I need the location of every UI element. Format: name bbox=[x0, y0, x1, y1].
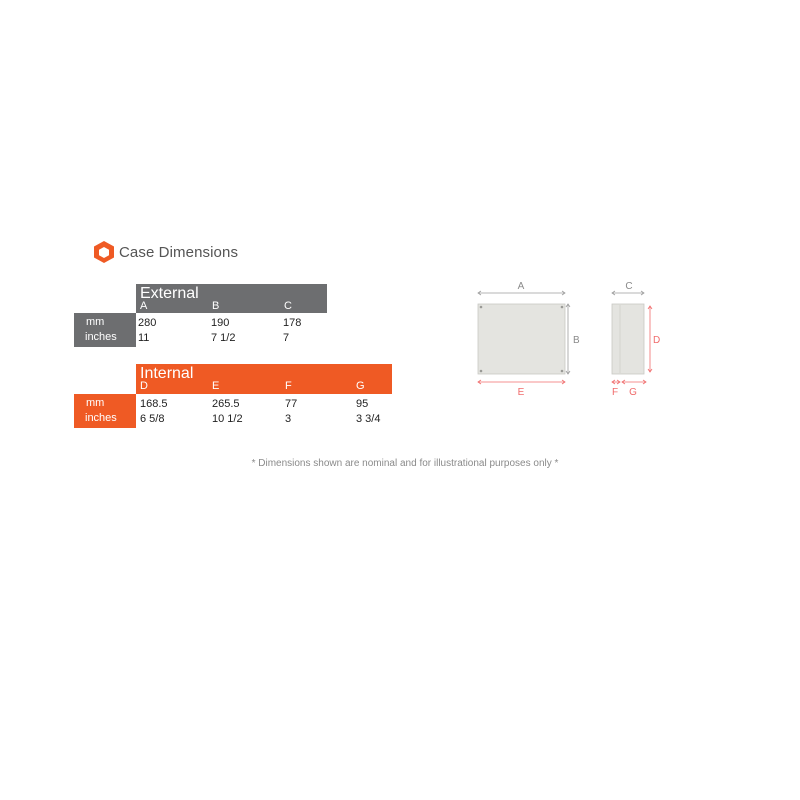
external-header bbox=[136, 284, 327, 313]
dimension-label-b: B bbox=[573, 335, 580, 346]
section-header bbox=[93, 240, 238, 264]
col-header-a: A bbox=[140, 300, 148, 312]
col-header-e: E bbox=[212, 380, 220, 392]
table-cell: 280 bbox=[138, 317, 157, 329]
table-cell: 3 bbox=[285, 413, 292, 425]
table-cell: 77 bbox=[285, 398, 298, 410]
case-diagram bbox=[470, 276, 670, 402]
col-header-b: B bbox=[212, 300, 220, 312]
internal-header bbox=[136, 364, 392, 394]
external-units bbox=[74, 313, 136, 347]
internal-label: Internal bbox=[140, 365, 194, 382]
table-cell: 10 1/2 bbox=[212, 413, 243, 425]
table-cell: 265.5 bbox=[212, 398, 240, 410]
col-header-f: F bbox=[285, 380, 292, 392]
table-cell: 168.5 bbox=[140, 398, 168, 410]
external-label: External bbox=[140, 285, 199, 302]
dimension-label-a: A bbox=[517, 281, 525, 292]
dimension-g-line bbox=[622, 380, 646, 384]
table-cell: 190 bbox=[211, 317, 230, 329]
table-cell: 178 bbox=[283, 317, 302, 329]
page-title: Case Dimensions bbox=[119, 243, 239, 261]
dimension-label-d: D bbox=[653, 335, 661, 346]
table-cell: 7 1/2 bbox=[211, 332, 236, 344]
unit-label: inches bbox=[85, 331, 117, 343]
table-cell: 6 5/8 bbox=[140, 413, 165, 425]
dimension-label-f: F bbox=[611, 387, 619, 398]
disclaimer-note: * Dimensions shown are nominal and for illustrational purposes only * bbox=[251, 458, 559, 469]
col-header-c: C bbox=[284, 300, 292, 312]
dimension-b-line bbox=[566, 304, 570, 374]
internal-units bbox=[74, 394, 136, 428]
col-header-d: D bbox=[140, 380, 148, 392]
unit-label: mm bbox=[86, 316, 105, 328]
table-cell: 7 bbox=[283, 332, 290, 344]
table-cell: 95 bbox=[356, 398, 369, 410]
dimension-label-c: C bbox=[625, 281, 633, 292]
table-cell: 11 bbox=[138, 332, 150, 344]
unit-label: mm bbox=[86, 397, 105, 409]
hexagon-icon bbox=[93, 240, 115, 264]
dimension-label-g: G bbox=[629, 387, 637, 398]
col-header-g: G bbox=[356, 380, 365, 392]
dimension-f-line bbox=[612, 380, 620, 384]
unit-label: inches bbox=[85, 412, 117, 424]
table-cell: 3 3/4 bbox=[356, 413, 381, 425]
dimension-d-line bbox=[648, 306, 652, 372]
case-front-view bbox=[478, 304, 565, 374]
dimension-label-e: E bbox=[517, 387, 525, 398]
case-side-view bbox=[612, 304, 644, 374]
dimension-e-line bbox=[478, 380, 565, 384]
